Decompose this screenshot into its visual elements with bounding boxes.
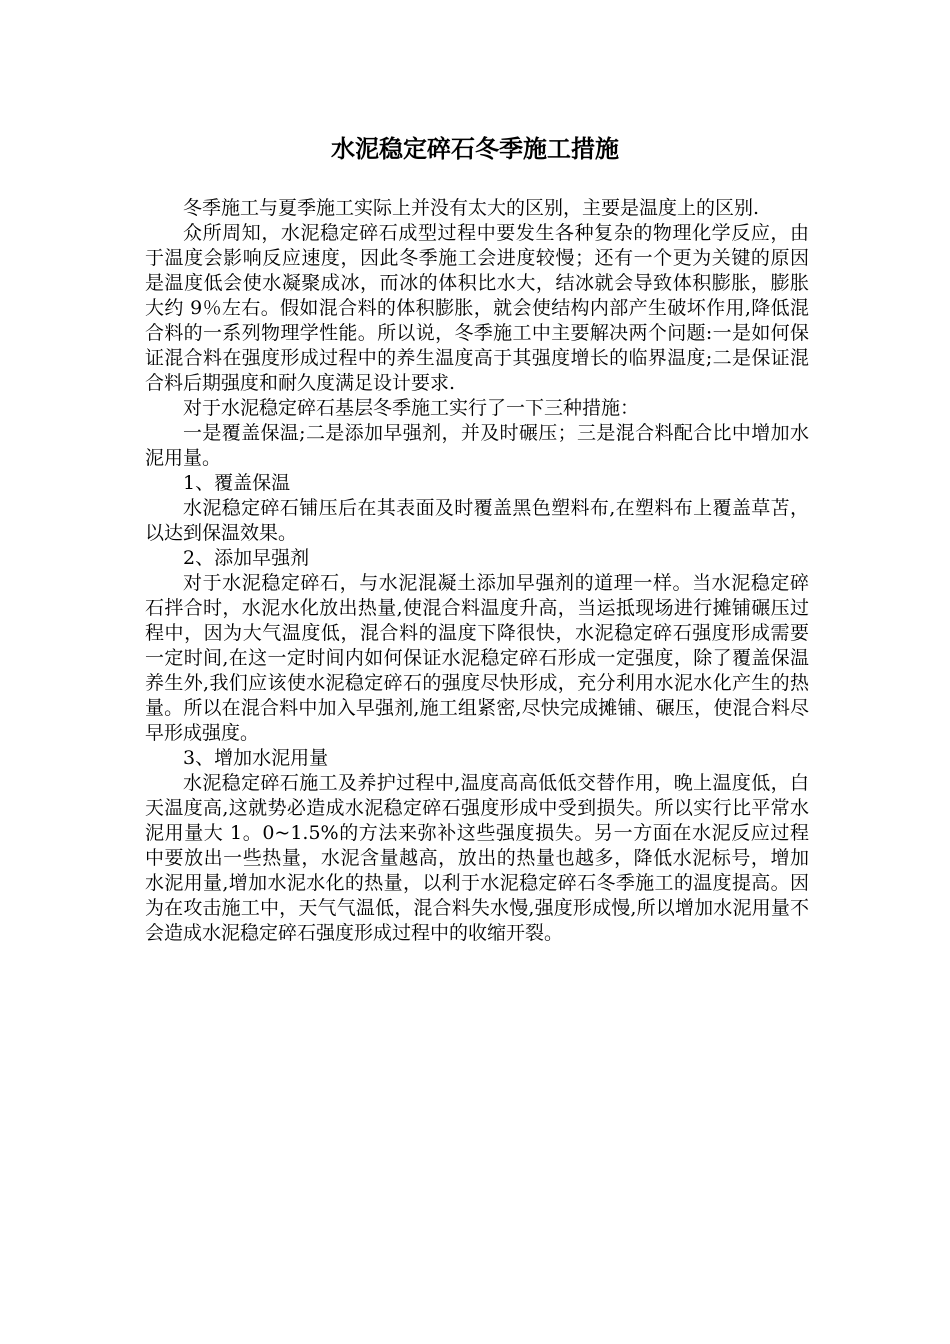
paragraph-measures-list: 一是覆盖保温;二是添加早强剂，并及时碾压；三是混合料配合比中增加水泥用量。 xyxy=(145,422,809,469)
paragraph-early-strength-agent: 对于水泥稳定碎石，与水泥混凝土添加早强剂的道理一样。当水泥稳定碎石拌合时，水泥水化放出热量,使混合料温度升高，当运抵现场进行摊铺碾压过程中，因为大气温度低，混合料的温度下降很快，水泥稳定碎石强度形成需要一定时间,在这一定时间内如何保证水泥稳定碎石形成一定强度，除了覆盖保温养生外,我们应该使水泥稳定碎石的强度尽快形成，充分利用水泥水化产生的热量。所以在混合料中加入早强剂,施工组紧密,尽快完成摊铺、碾压，使混合料尽早形成强度。 xyxy=(145,572,809,744)
section-heading-cover-insulation: 1、覆盖保温 xyxy=(183,472,291,494)
paragraph-increase-cement: 水泥稳定碎石施工及养护过程中,温度高高低低交替作用，晚上温度低，白天温度高,这就势必造成水泥稳定碎石强度形成中受到损失。所以实行比平常水泥用量大 1。0~1.5%的方法来弥补这些强度损失。另一方面在水泥反应过程中要放出一些热量，水泥含量越高，放出的热量也越多，降低水泥标号，增加水泥用量,增加水泥水化的热量，以利于水泥稳定碎石冬季施工的温度提高。因为在攻击施工中，天气气温低，混合料失水慢,强度形成慢,所以增加水泥用量不会造成水泥稳定碎石强度形成过程中的收缩开裂。 xyxy=(145,772,809,944)
paragraph-intro: 冬季施工与夏季施工实际上并没有太大的区别，主要是温度上的区别. xyxy=(183,197,760,219)
paragraph-measures-intro: 对于水泥稳定碎石基层冬季施工实行了一下三种措施： xyxy=(183,397,640,419)
document-body xyxy=(145,196,809,946)
section-heading-early-strength-agent: 2、添加早强剂 xyxy=(183,547,310,569)
document-title: 水泥稳定碎石冬季施工措施 xyxy=(331,134,619,163)
paragraph-reason: 众所周知，水泥稳定碎石成型过程中要发生各种复杂的物理化学反应，由于温度会影响反应速度，因此冬季施工会进度较慢；还有一个更为关键的原因是温度低会使水凝聚成冰，而冰的体积比水大，结冰就会导致体积膨胀，膨胀大约 9％左右。假如混合料的体积膨胀，就会使结构内部产生破坏作用,降低混合料的一系列物理学性能。所以说，冬季施工中主要解决两个问题:一是如何保证混合料在强度形成过程中的养生温度高于其强度增长的临界温度;二是保证混合料后期强度和耐久度满足设计要求. xyxy=(145,222,809,394)
paragraph-cover-insulation: 水泥稳定碎石铺压后在其表面及时覆盖黑色塑料布,在塑料布上覆盖草苫，以达到保温效果。 xyxy=(145,497,809,544)
section-heading-increase-cement: 3、增加水泥用量 xyxy=(183,747,329,769)
